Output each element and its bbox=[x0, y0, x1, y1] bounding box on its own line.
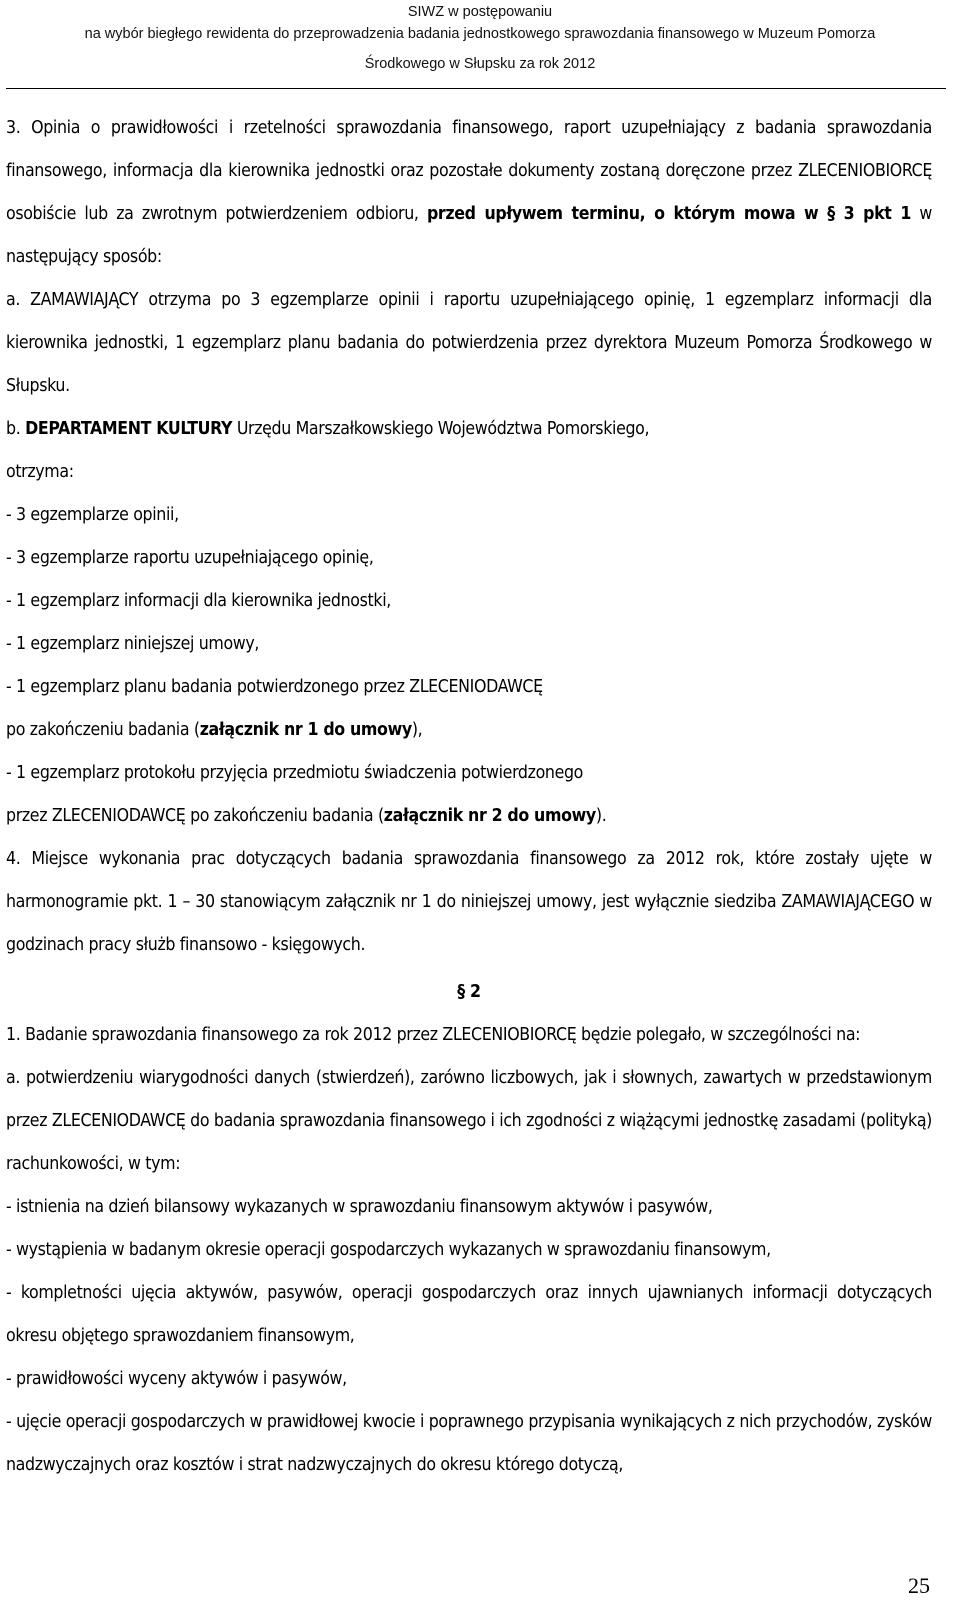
pb-list-item: - 1 egzemplarz informacji dla kierownika jednostki, bbox=[6, 591, 391, 611]
pb-cont-text: po zakończeniu badania ( bbox=[6, 720, 200, 740]
p3-text-2: w następujący sposób: bbox=[6, 204, 933, 267]
pb-list-item: - 3 egzemplarze raportu uzupełniającego opinię, bbox=[6, 548, 374, 568]
section-2-heading bbox=[6, 971, 932, 1014]
pb-list-item-continuation bbox=[6, 709, 932, 752]
section-sign: § bbox=[457, 982, 465, 1002]
section-2-paragraph-a: a. potwierdzeniu wiarygodności danych (stwierdzeń), zarówno liczbowych, jak i słownych, zawartych w przedstawionym przez ZLECENIODAWCĘ do badania sprawozdania finansowego i ich zgodności z wiążącymi jednostkę zasadami (polityką) rachunkowości, w tym: bbox=[6, 1068, 932, 1174]
s2-list-item: - istnienia na dzień bilansowy wykazanych w sprawozdaniu finansowym aktywów i pasywów, bbox=[6, 1197, 713, 1217]
pb-list-item: - 1 egzemplarz protokołu przyjęcia przedmiotu świadczenia potwierdzonego bbox=[6, 763, 584, 783]
p3-bold-2: 3 pkt 1 bbox=[834, 204, 912, 224]
pb-list-item: - 3 egzemplarze opinii, bbox=[6, 505, 179, 525]
attachment-2-ref: załącznik nr 2 do umowy bbox=[383, 806, 596, 826]
paragraph-3 bbox=[6, 107, 932, 279]
pb-bold: DEPARTAMENT KULTURY bbox=[25, 419, 233, 439]
s2-list-item: - kompletności ujęcia aktywów, pasywów, operacji gospodarczych oraz innych ujawnianych informacji dotyczących okresu objętego sprawozdaniem finansowym, bbox=[6, 1283, 932, 1346]
attachment-1-ref: załącznik nr 1 do umowy bbox=[199, 720, 412, 740]
pb-list-item: - 1 egzemplarz niniejszej umowy, bbox=[6, 634, 260, 654]
pb-prefix: b. bbox=[6, 419, 26, 439]
p3-bold-1: przed upływem terminu, o którym mowa w bbox=[426, 204, 828, 224]
paragraph-a: a. ZAMAWIAJĄCY otrzyma po 3 egzemplarze opinii i raportu uzupełniającego opinię, 1 egzemplarz informacji dla kierownika jednostki, 1 egzemplarz planu badania do potwierdzenia przez dyrektora Muzeum Pomorza Środkowego w Słupsku. bbox=[6, 290, 932, 396]
s2-list-item: - ujęcie operacji gospodarczych w prawidłowej kwocie i poprawnego przypisania wynikających z nich przychodów, zysków nadzwyczajnych oraz kosztów i strat nadzwyczajnych do okresu którego dotyczą, bbox=[6, 1412, 932, 1475]
pb-cont-end: ). bbox=[595, 806, 607, 826]
document-body bbox=[6, 107, 932, 1487]
section-2-paragraph-1: 1. Badanie sprawozdania finansowego za rok 2012 przez ZLECENIOBIORCĘ będzie polegało, w szczególności na: bbox=[6, 1025, 861, 1045]
page-number: 25 bbox=[908, 1573, 930, 1598]
paragraph-b bbox=[6, 408, 666, 494]
section-sign: § bbox=[827, 204, 835, 224]
paragraph-4: 4. Miejsce wykonania prac dotyczących badania sprawozdania finansowego za 2012 rok, które zostały ujęte w harmonogramie pkt. 1 – 30 stanowiącym załącznik nr 1 do niniejszej umowy, jest wyłącznie siedziba ZAMAWIAJĄCEGO w godzinach pracy służb finansowo - księgowych. bbox=[6, 849, 932, 955]
p3-text-1: 3. Opinia o prawidłowości i rzetelności sprawozdania finansowego, raport uzupełniający z badania sprawozdania finansowego, informacja dla kierownika jednostki oraz pozostałe dokumenty zostaną doręczone przez ZLECENIOBIORCĘ osobiście lub za zwrotnym potwierdzeniem odbioru, bbox=[6, 118, 932, 224]
header-line-2: na wybór biegłego rewidenta do przeprowadzenia badania jednostkowego sprawozdania finansowego w Muzeum Pomorza bbox=[84, 26, 876, 42]
pb-text: Urzędu Marszałkowskiego Województwa Pomorskiego, otrzyma: bbox=[6, 419, 650, 482]
s2-list-item: - prawidłowości wyceny aktywów i pasywów, bbox=[6, 1369, 347, 1389]
header-line-3: Środkowego w Słupsku za rok 2012 bbox=[364, 56, 596, 72]
pb-cont-text: przez ZLECENIODAWCĘ po zakończeniu badania ( bbox=[6, 806, 384, 826]
pb-list-item: - 1 egzemplarz planu badania potwierdzonego przez ZLECENIODAWCĘ bbox=[6, 677, 543, 697]
header-line-1: SIWZ w postępowaniu bbox=[407, 4, 553, 20]
s2-list-item: - wystąpienia w badanym okresie operacji gospodarczych wykazanych w sprawozdaniu finansowym, bbox=[6, 1240, 771, 1260]
header-rule bbox=[6, 88, 946, 89]
pb-list-item-continuation bbox=[6, 795, 932, 838]
pb-cont-end: ), bbox=[411, 720, 423, 740]
section-number: 2 bbox=[464, 982, 481, 1002]
